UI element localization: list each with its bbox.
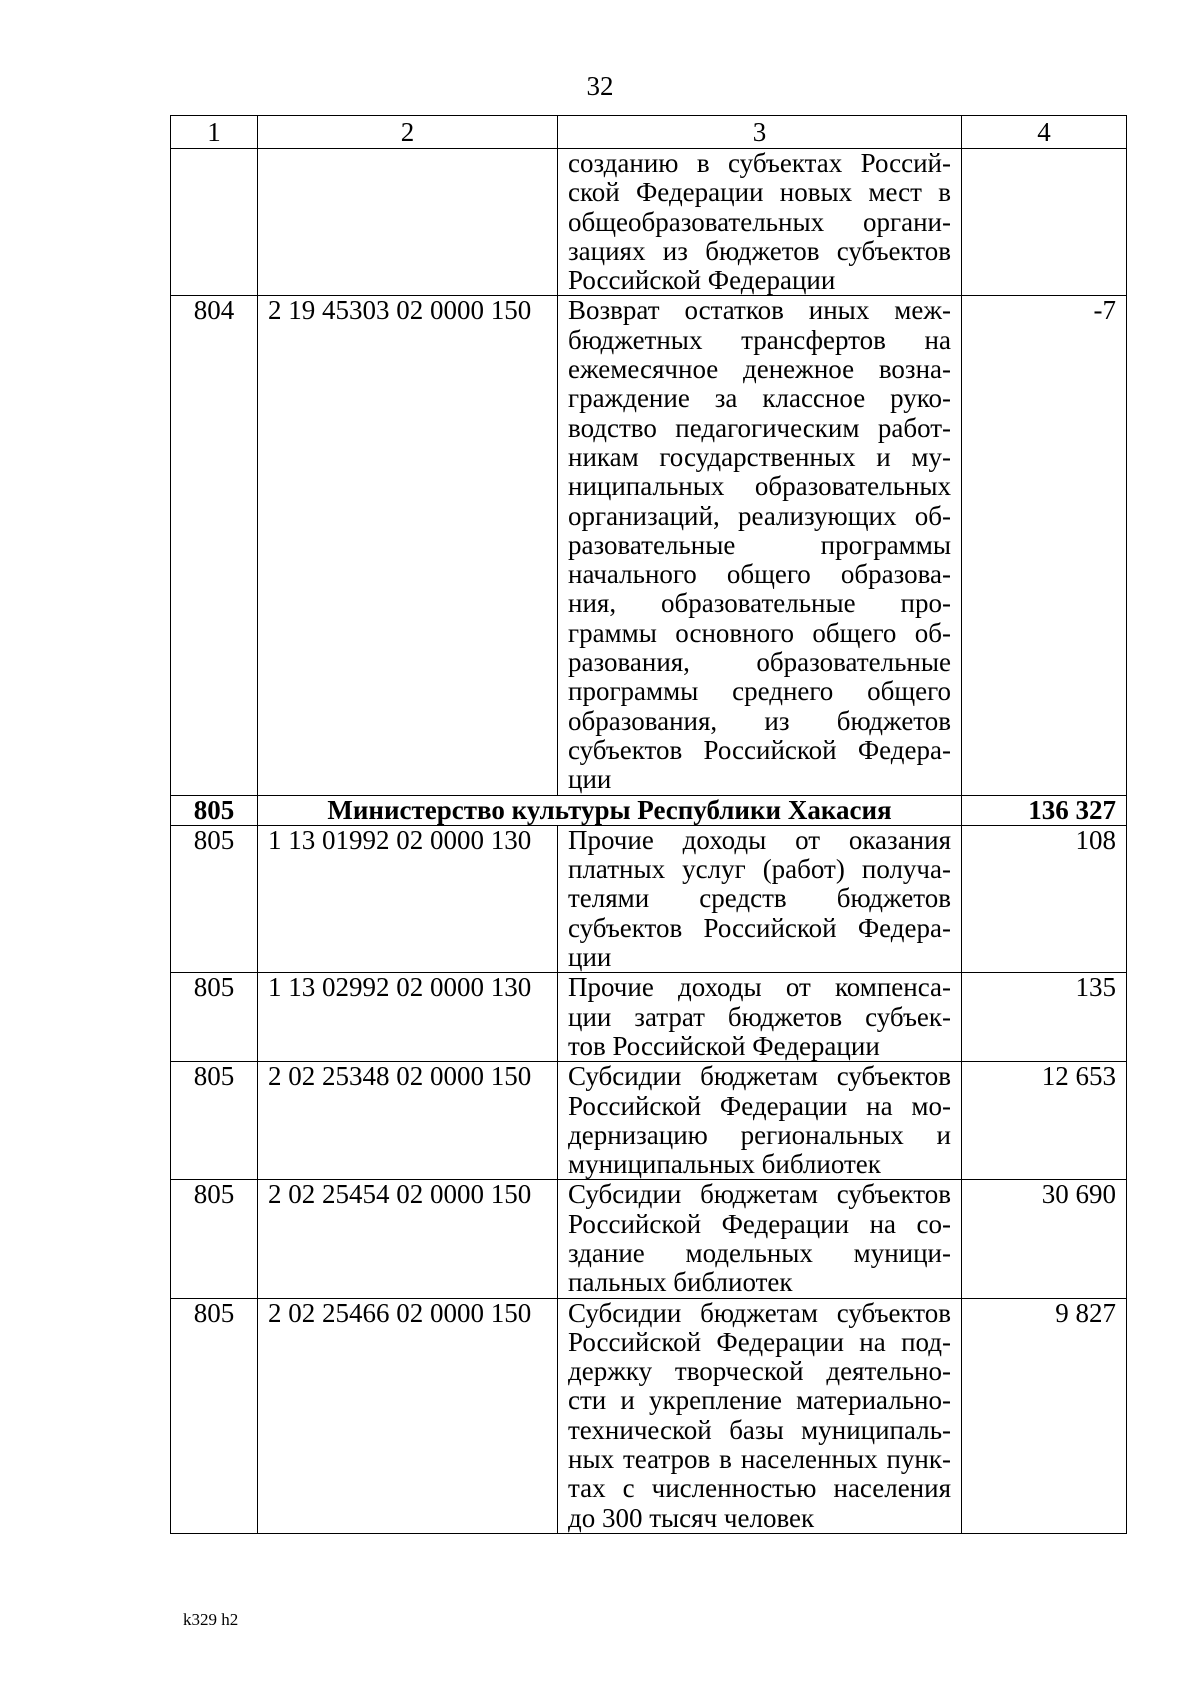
table-header-row: [171, 116, 1127, 149]
description-line: Возврат остатков иных меж-: [568, 295, 951, 326]
header-col-4: 4: [962, 116, 1127, 149]
description-line: тах с численностью населения: [568, 1473, 952, 1504]
description-line: зациях из бюджетов субъектов: [568, 235, 951, 266]
amount-cell: 135: [962, 973, 1127, 1062]
department-row: [171, 795, 1127, 825]
description-line: ниципальных образовательных: [568, 471, 951, 502]
footer-code: k329 h2: [183, 1610, 239, 1629]
admin-code-cell: 805: [171, 1062, 258, 1180]
description-line: никам государственных и му-: [568, 441, 951, 472]
description-line: здание модельных муници-: [568, 1237, 952, 1268]
description-line: программы среднего общего: [568, 676, 951, 707]
table-row: [171, 296, 1127, 795]
revenue-code-cell: 2 02 25348 02 0000 150: [258, 1062, 558, 1180]
description-line: субъектов Российской Федера-: [568, 734, 951, 765]
admin-code-cell: 805: [171, 1298, 258, 1533]
description-line: Субсидии бюджетам субъектов: [568, 1061, 951, 1092]
description-line: телями средств бюджетов: [568, 883, 952, 914]
description-line: Российской Федерации на под-: [568, 1326, 951, 1357]
table-row: [171, 1298, 1127, 1533]
header-col-3: 3: [558, 116, 962, 149]
revenue-code-cell: 2 02 25454 02 0000 150: [258, 1180, 558, 1298]
description-line: держку творческой деятельно-: [568, 1356, 951, 1387]
admin-code-cell: 805: [171, 825, 258, 972]
description-line: образования, из бюджетов: [568, 705, 951, 736]
admin-code-cell: 804: [171, 296, 258, 795]
description-line: платных услуг (работ) получа-: [568, 854, 951, 885]
budget-revenue-table: [170, 115, 1127, 1534]
revenue-code-cell: [258, 149, 558, 296]
description-line: ской Федерации новых мест в: [568, 177, 952, 208]
description-line: пальных библиотек: [568, 1267, 793, 1298]
table-row: [171, 149, 1127, 296]
description-line: разовательные программы: [568, 529, 951, 560]
revenue-code-cell: 1 13 02992 02 0000 130: [258, 973, 558, 1062]
description-cell: [558, 825, 962, 972]
description-line: водство педагогическим работ-: [568, 412, 952, 443]
description-line: ния, образовательные про-: [568, 588, 951, 619]
description-line: Российской Федерации: [568, 265, 836, 296]
description-line: дернизацию региональных и: [568, 1119, 952, 1150]
table-row: [171, 1180, 1127, 1298]
description-line: Прочие доходы от компенса-: [568, 972, 951, 1003]
description-line: Субсидии бюджетам субъектов: [568, 1298, 951, 1328]
description-cell: [558, 1062, 962, 1180]
description-line: Российской Федерации на мо-: [568, 1090, 951, 1121]
amount-cell: 9 827: [962, 1298, 1127, 1533]
description-line: субъектов Российской Федера-: [568, 912, 951, 943]
amount-cell: -7: [962, 296, 1127, 795]
description-line: разования, образовательные: [568, 647, 951, 678]
department-name-cell: Министерство культуры Республики Хакасия: [258, 795, 962, 825]
amount-cell: 30 690: [962, 1180, 1127, 1298]
amount-cell: 136 327: [962, 795, 1127, 825]
description-line: начального общего образова-: [568, 559, 951, 590]
description-line: граждение за классное руко-: [568, 383, 952, 414]
description-line: Прочие доходы от оказания: [568, 825, 951, 855]
description-cell: [558, 149, 962, 296]
amount-cell: [962, 149, 1127, 296]
description-line: до 300 тысяч человек: [568, 1502, 815, 1533]
description-line: граммы основного общего об-: [568, 617, 952, 648]
description-line: ции затрат бюджетов субъек-: [568, 1001, 952, 1032]
description-line: организаций, реализующих об-: [568, 500, 951, 531]
description-cell: [558, 1298, 962, 1533]
page-number: 32: [586, 71, 614, 101]
description-line: общеобразовательных органи-: [568, 206, 951, 237]
description-line: ных театров в населенных пунк-: [568, 1444, 951, 1475]
description-line: Субсидии бюджетам субъектов: [568, 1179, 951, 1210]
description-line: технической базы муниципаль-: [568, 1414, 951, 1445]
description-cell: [558, 296, 962, 795]
header-col-1: 1: [171, 116, 258, 149]
description-line: Российской Федерации на со-: [568, 1208, 952, 1239]
table-row: [171, 973, 1127, 1062]
table-body: [171, 149, 1127, 1534]
description-line: сти и укрепление материально-: [568, 1385, 951, 1416]
admin-code-cell: 805: [171, 1180, 258, 1298]
admin-code-cell: 805: [171, 973, 258, 1062]
description-cell: [558, 973, 962, 1062]
table-row: [171, 1062, 1127, 1180]
description-line: ежемесячное денежное возна-: [568, 354, 951, 385]
description-line: муниципальных библиотек: [568, 1149, 881, 1180]
header-col-2: 2: [258, 116, 558, 149]
revenue-code-cell: 2 19 45303 02 0000 150: [258, 296, 558, 795]
admin-code-cell: 805: [171, 795, 258, 825]
revenue-code-cell: 1 13 01992 02 0000 130: [258, 825, 558, 972]
description-line: ции: [568, 942, 612, 973]
amount-cell: 12 653: [962, 1062, 1127, 1180]
revenue-code-cell: 2 02 25466 02 0000 150: [258, 1298, 558, 1533]
description-line: созданию в субъектах Россий-: [568, 148, 951, 178]
description-line: тов Российской Федерации: [568, 1030, 880, 1061]
description-cell: [558, 1180, 962, 1298]
description-line: ции: [568, 764, 612, 795]
description-line: бюджетных трансфертов на: [568, 324, 951, 355]
admin-code-cell: [171, 149, 258, 296]
amount-cell: 108: [962, 825, 1127, 972]
table-row: [171, 825, 1127, 972]
